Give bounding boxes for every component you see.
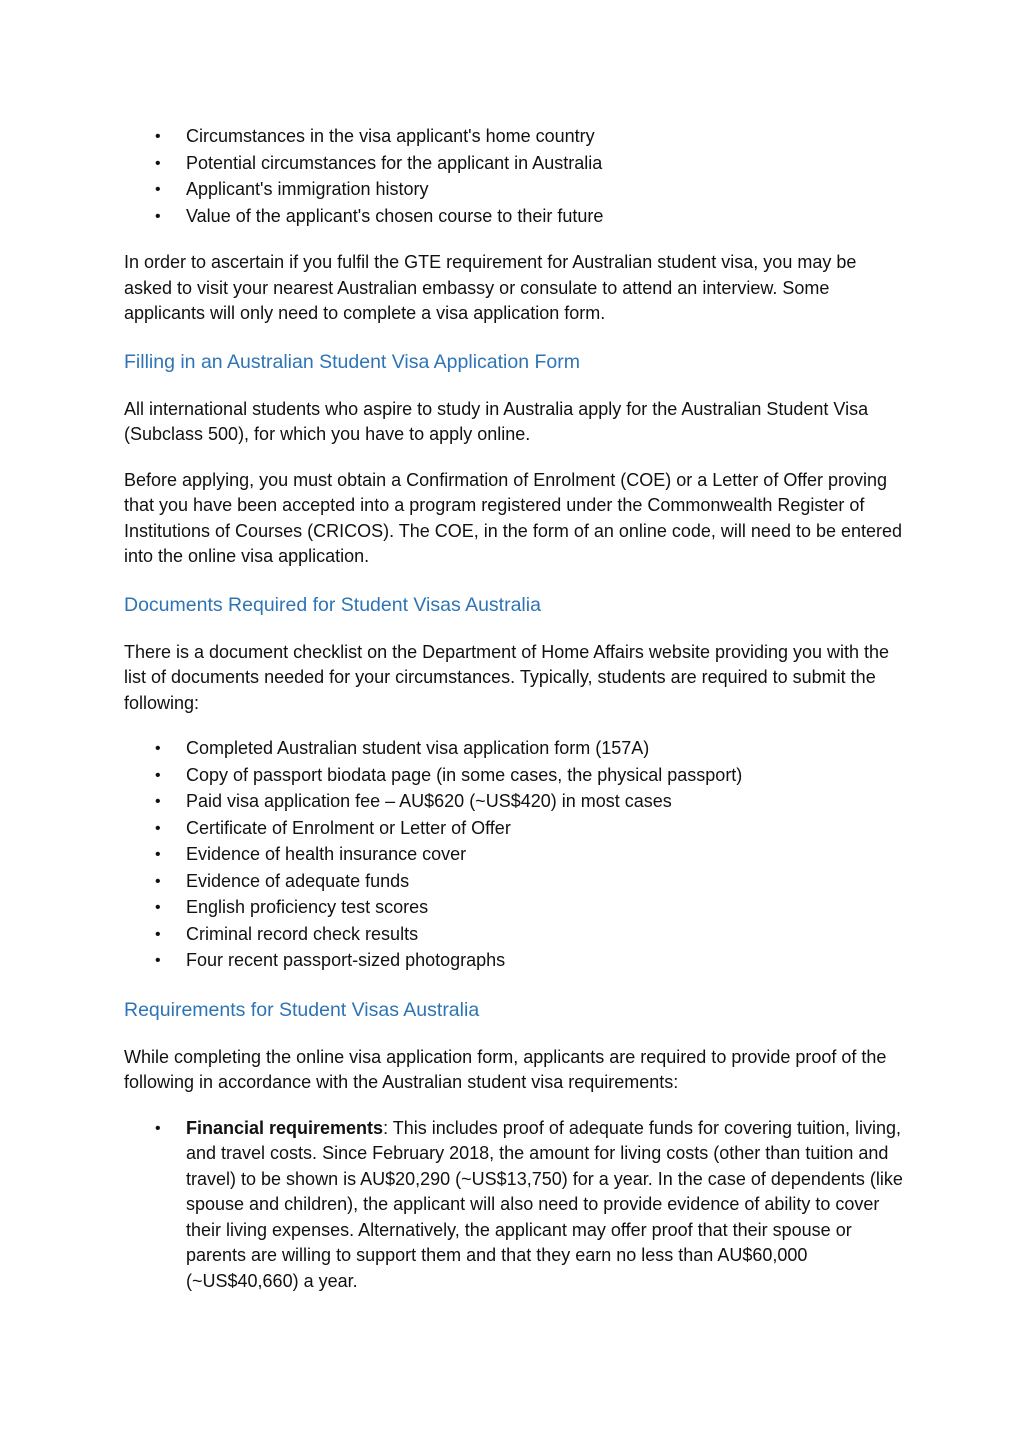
list-item: • Completed Australian student visa application form (157A)	[124, 736, 904, 762]
coe-paragraph: Before applying, you must obtain a Confirmation of Enrolment (COE) or a Letter of Offer proving that you have been accepted into a program registered under the Commonwealth Register of Institutions of Courses (CRICOS). The COE, in the form of an online code, will need to be entered into the online visa application.	[124, 469, 903, 566]
bullet-icon: •	[155, 740, 161, 757]
list-item: • English proficiency test scores	[124, 895, 904, 921]
requirement-term: Financial requirements	[186, 1117, 384, 1138]
bullet-icon: •	[155, 128, 161, 145]
list-item: • Four recent passport-sized photographs	[124, 948, 904, 974]
list-item: • Evidence of adequate funds	[124, 869, 904, 895]
section-heading-documents: Documents Required for Student Visas Australia	[124, 593, 541, 616]
list-item	[124, 1116, 904, 1295]
requirements-list	[124, 1116, 904, 1295]
list-item: • Certificate of Enrolment or Letter of Offer	[124, 816, 904, 842]
list-item: • Criminal record check results	[124, 922, 904, 948]
list-item: • Evidence of health insurance cover	[124, 842, 904, 868]
bullet-icon: •	[155, 207, 161, 225]
subclass-500-paragraph: All international students who aspire to study in Australia apply for the Australian Student Visa (Subclass 500), for which you have to apply online.	[124, 398, 869, 444]
document-body	[124, 124, 904, 1295]
gte-factors-list	[124, 124, 904, 229]
section-heading-requirements: Requirements for Student Visas Australia	[124, 998, 480, 1021]
list-item: • Paid visa application fee – AU$620 (~US$420) in most cases	[124, 789, 904, 815]
bullet-icon: •	[155, 925, 161, 943]
bullet-icon: •	[155, 793, 161, 810]
bullet-icon: •	[155, 1119, 161, 1137]
documents-intro-paragraph: There is a document checklist on the Department of Home Affairs website providing you with the list of documents needed for your circumstances. Typically, students are required to submit the following:	[124, 641, 890, 713]
list-item: • Circumstances in the visa applicant's home country	[124, 124, 904, 150]
list-item: • Potential circumstances for the applicant in Australia	[124, 151, 904, 177]
bullet-icon: •	[155, 181, 161, 198]
bullet-icon: •	[155, 846, 161, 863]
section-heading-application-form: Filling in an Australian Student Visa Application Form	[124, 350, 580, 373]
requirements-intro-paragraph: While completing the online visa application form, applicants are required to provide proof of the following in accordance with the Australian student visa requirements:	[124, 1046, 887, 1092]
list-item: • Copy of passport biodata page (in some cases, the physical passport)	[124, 763, 904, 789]
list-item: • Applicant's immigration history	[124, 177, 904, 203]
bullet-icon: •	[155, 819, 161, 837]
gte-paragraph: In order to ascertain if you fulfil the GTE requirement for Australian student visa, you may be asked to visit your nearest Australian embassy or consulate to attend an interview. Some applicants will only need to complete a visa application form.	[124, 252, 857, 323]
bullet-icon: •	[155, 872, 161, 890]
bullet-icon: •	[155, 766, 161, 784]
bullet-icon: •	[155, 952, 161, 969]
bullet-icon: •	[155, 899, 161, 916]
list-item: • Value of the applicant's chosen course to their future	[124, 204, 904, 230]
documents-list	[124, 736, 904, 974]
requirement-text: : This includes proof of adequate funds for covering tuition, living, and travel costs. Since February 2018, the amount for living costs (other than tuition and travel) to be shown is AU$20,290 (~US$13,750) for a year. In the case of dependents (like spouse and children), the applicant will also need to provide evidence of ability to cover their living expenses. Alternatively, the applicant may offer proof that their spouse or parents are willing to support them and that they earn no less than AU$60,000 (~US$40,660) a year.	[186, 1117, 903, 1291]
bullet-icon: •	[155, 154, 161, 172]
